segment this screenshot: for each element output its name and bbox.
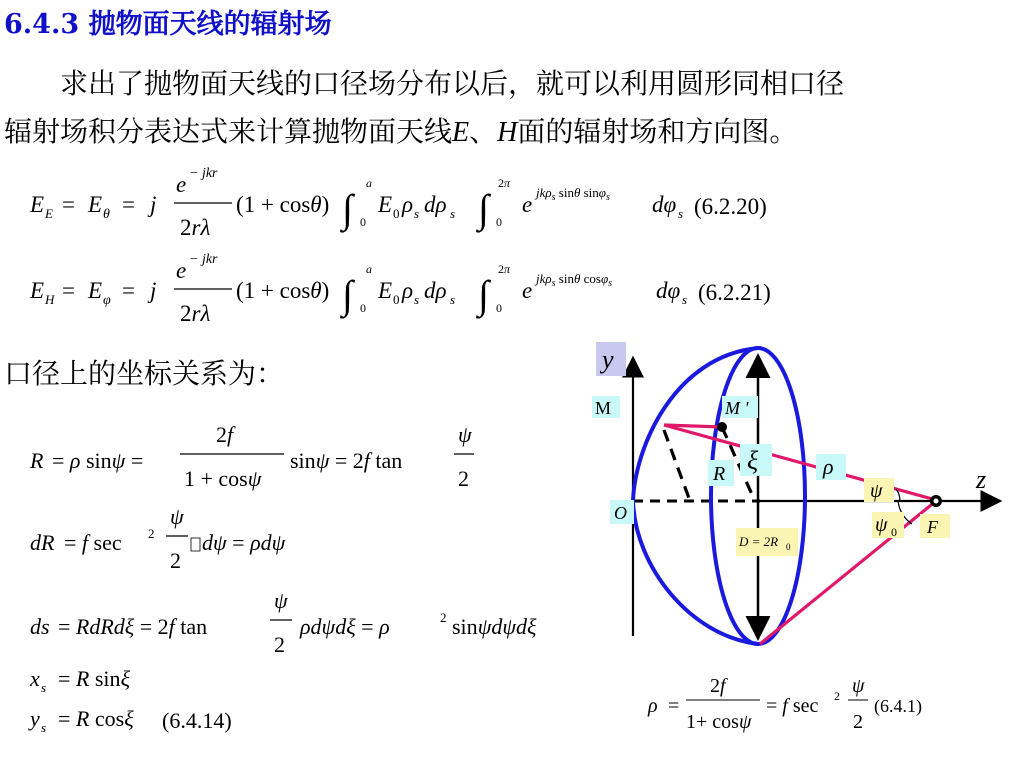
ray-to-aperture <box>664 425 722 427</box>
eq-number-6-4-1: (6.4.1) <box>874 696 922 716</box>
svg-text:1 + cosψ: 1 + cosψ <box>184 466 262 491</box>
radiation-field-equations <box>0 160 830 330</box>
svg-text:M ': M ' <box>725 398 749 418</box>
svg-text:dR: dR <box>30 530 55 555</box>
svg-text:φ: φ <box>103 293 111 308</box>
eq-number-6-4-14: (6.4.14) <box>162 708 232 733</box>
paraboloid-diagram <box>580 336 1024 662</box>
dish-point-dashed <box>664 430 690 501</box>
svg-text:s: s <box>41 680 47 695</box>
svg-text:2: 2 <box>440 610 447 625</box>
svg-text:z: z <box>976 465 987 494</box>
svg-text:e: e <box>522 192 533 217</box>
label-rho <box>816 454 846 480</box>
svg-text:dρ: dρ <box>424 192 447 217</box>
svg-text:e: e <box>522 278 533 303</box>
svg-text:j: j <box>150 278 157 303</box>
svg-text:2: 2 <box>458 466 469 491</box>
svg-text:0: 0 <box>891 525 897 539</box>
svg-text:O: O <box>614 503 627 523</box>
label-o <box>610 500 634 524</box>
var-h: H <box>497 117 518 148</box>
svg-text:s: s <box>414 292 420 307</box>
svg-text:ρ: ρ <box>823 454 834 479</box>
section-title <box>4 2 332 41</box>
svg-text:= f sec: = f sec <box>766 695 819 717</box>
equation-ds <box>30 588 537 657</box>
svg-text:ρ: ρ <box>648 695 658 717</box>
label-xi <box>740 444 772 476</box>
svg-text:dφ: dφ <box>652 192 677 217</box>
svg-text:2f: 2f <box>710 675 726 697</box>
svg-text:R: R <box>30 448 44 473</box>
svg-text:E: E <box>88 192 103 217</box>
var-e: E <box>452 117 470 148</box>
svg-text:ψ: ψ <box>170 504 184 529</box>
svg-text:=: = <box>668 695 680 717</box>
svg-text:2: 2 <box>274 632 285 657</box>
svg-text:= RdRdξ = 2f tan: = RdRdξ = 2f tan <box>58 614 208 639</box>
svg-text:s: s <box>450 292 456 307</box>
svg-text:0: 0 <box>360 215 366 229</box>
svg-text:F: F <box>927 517 938 537</box>
point-m-prime <box>717 422 727 432</box>
svg-text:0: 0 <box>496 215 502 229</box>
svg-text:= R sinξ: = R sinξ <box>58 666 130 691</box>
label-r <box>708 460 734 486</box>
svg-text:s: s <box>450 206 456 221</box>
svg-text:2rλ: 2rλ <box>180 301 211 326</box>
intro-paragraph <box>4 60 1019 157</box>
svg-text:E: E <box>378 192 393 217</box>
svg-text:=: = <box>122 192 135 217</box>
label-psi0 <box>872 512 904 539</box>
svg-text:ξ: ξ <box>747 446 759 475</box>
label-y-axis <box>596 342 626 376</box>
svg-text:ρdψdξ = ρ: ρdψdξ = ρ <box>300 614 390 639</box>
label-f <box>920 514 950 538</box>
svg-text:jkρs sinθ sinφs: jkρ$_s$ sinθ sinφ$_s$ <box>536 185 610 203</box>
svg-text:dρ: dρ <box>424 278 447 303</box>
label-z-axis <box>975 465 986 494</box>
svg-text:y: y <box>30 706 40 731</box>
svg-text:D = 2R: D = 2R <box>739 534 779 549</box>
svg-text:E: E <box>30 278 45 303</box>
svg-text:s: s <box>414 206 420 221</box>
svg-text:sinψdψdξ: sinψdψdξ <box>452 614 537 639</box>
svg-text:ρ: ρ <box>402 278 414 303</box>
svg-text:R: R <box>713 463 726 485</box>
svg-text:0: 0 <box>786 542 791 552</box>
section-title-text: 抛物面天线的辐射场 <box>88 9 332 40</box>
svg-text:ψ: ψ <box>852 675 865 697</box>
paragraph-line-1: 求出了抛物面天线的口径场分布以后，就可以利用圆形同相口径 <box>60 67 845 100</box>
svg-text:= f sec: = f sec <box>64 530 122 555</box>
label-m <box>592 396 620 418</box>
svg-text:1+ cosψ: 1+ cosψ <box>686 711 752 733</box>
svg-text:=: = <box>62 278 75 303</box>
svg-text:∫: ∫ <box>342 186 353 231</box>
paragraph-line-2-start: 辐射场积分表达式来计算抛物面天线 <box>4 115 453 148</box>
equation-6-2-21 <box>29 252 771 326</box>
svg-text:E: E <box>88 278 103 303</box>
svg-text:y: y <box>602 345 614 374</box>
aperture-coordinate-equations <box>0 420 600 760</box>
svg-text:E: E <box>45 206 53 221</box>
svg-text:(1 + cosθ): (1 + cosθ) <box>236 192 330 217</box>
svg-text:e: e <box>176 172 187 197</box>
svg-text:θ: θ <box>103 207 110 222</box>
paragraph-line-2-end: 面的辐射场和方向图。 <box>517 115 798 148</box>
svg-text:ψ: ψ <box>458 422 472 447</box>
svg-text:=: = <box>122 278 135 303</box>
svg-text:2: 2 <box>853 711 863 733</box>
svg-text:0: 0 <box>393 206 400 221</box>
svg-text:2: 2 <box>170 548 181 573</box>
svg-text:ρ: ρ <box>402 192 414 217</box>
svg-text:dψ = ρdψ: dψ = ρdψ <box>202 530 286 555</box>
svg-text:= ρ sinψ =: = ρ sinψ = <box>52 448 144 473</box>
dish-outline <box>633 348 758 644</box>
svg-text:a: a <box>366 176 372 190</box>
svg-text:E: E <box>378 278 393 303</box>
svg-text:− jkr: − jkr <box>189 166 218 181</box>
svg-text:s: s <box>41 720 47 735</box>
eq-number-6-2-21: (6.2.21) <box>698 280 771 305</box>
equation-R <box>29 422 474 491</box>
svg-text:0: 0 <box>360 301 366 315</box>
svg-text:2f: 2f <box>216 422 234 447</box>
svg-text:0: 0 <box>393 292 400 307</box>
equation-6-4-1 <box>640 672 950 762</box>
label-psi <box>864 478 894 502</box>
svg-text:2π: 2π <box>498 262 511 276</box>
svg-text:(1 + cosθ): (1 + cosθ) <box>236 278 330 303</box>
separator: 、 <box>469 115 498 148</box>
svg-text:M: M <box>595 398 612 418</box>
svg-text:e: e <box>176 258 187 283</box>
svg-text:ψ: ψ <box>870 480 883 502</box>
coordinate-relation-label: 口径上的坐标关系为： <box>4 357 285 390</box>
svg-text:ds: ds <box>30 614 50 639</box>
paragraph-line-2 <box>4 108 1019 157</box>
equation-6-2-20 <box>29 166 767 240</box>
label-diameter <box>736 528 798 556</box>
svg-text:2: 2 <box>834 689 840 703</box>
svg-text:2rλ: 2rλ <box>180 215 211 240</box>
equation-dR <box>30 504 286 573</box>
svg-text:ψ: ψ <box>274 588 288 613</box>
svg-text:2π: 2π <box>498 176 511 190</box>
svg-text:j: j <box>150 192 157 217</box>
svg-text:∫: ∫ <box>478 186 489 231</box>
eq-number-6-2-20: (6.2.20) <box>694 194 767 219</box>
equation-ys <box>28 706 232 735</box>
svg-text:sinψ = 2f tan: sinψ = 2f tan <box>290 448 403 473</box>
svg-text:x: x <box>30 666 40 691</box>
svg-text:− jkr: − jkr <box>189 252 218 267</box>
svg-text:∫: ∫ <box>478 272 489 317</box>
svg-text:dφ: dφ <box>656 278 681 303</box>
section-number: 6.4.3 <box>4 9 80 40</box>
svg-text:jkρs sinθ cosφs: jkρ$_s$ sinθ cosφ$_s$ <box>536 271 613 289</box>
equation-xs <box>29 666 131 695</box>
svg-text:H: H <box>45 292 55 307</box>
svg-text:E: E <box>30 192 45 217</box>
svg-text:a: a <box>366 262 372 276</box>
svg-text:= R cosξ: = R cosξ <box>58 706 134 731</box>
label-m-prime <box>722 396 758 418</box>
svg-text:s: s <box>678 206 684 221</box>
svg-text:s: s <box>682 292 688 307</box>
svg-text:0: 0 <box>496 301 502 315</box>
svg-text:∫: ∫ <box>342 272 353 317</box>
svg-text:2: 2 <box>148 526 155 541</box>
svg-text:=: = <box>62 192 75 217</box>
svg-text:ψ: ψ <box>875 514 888 536</box>
